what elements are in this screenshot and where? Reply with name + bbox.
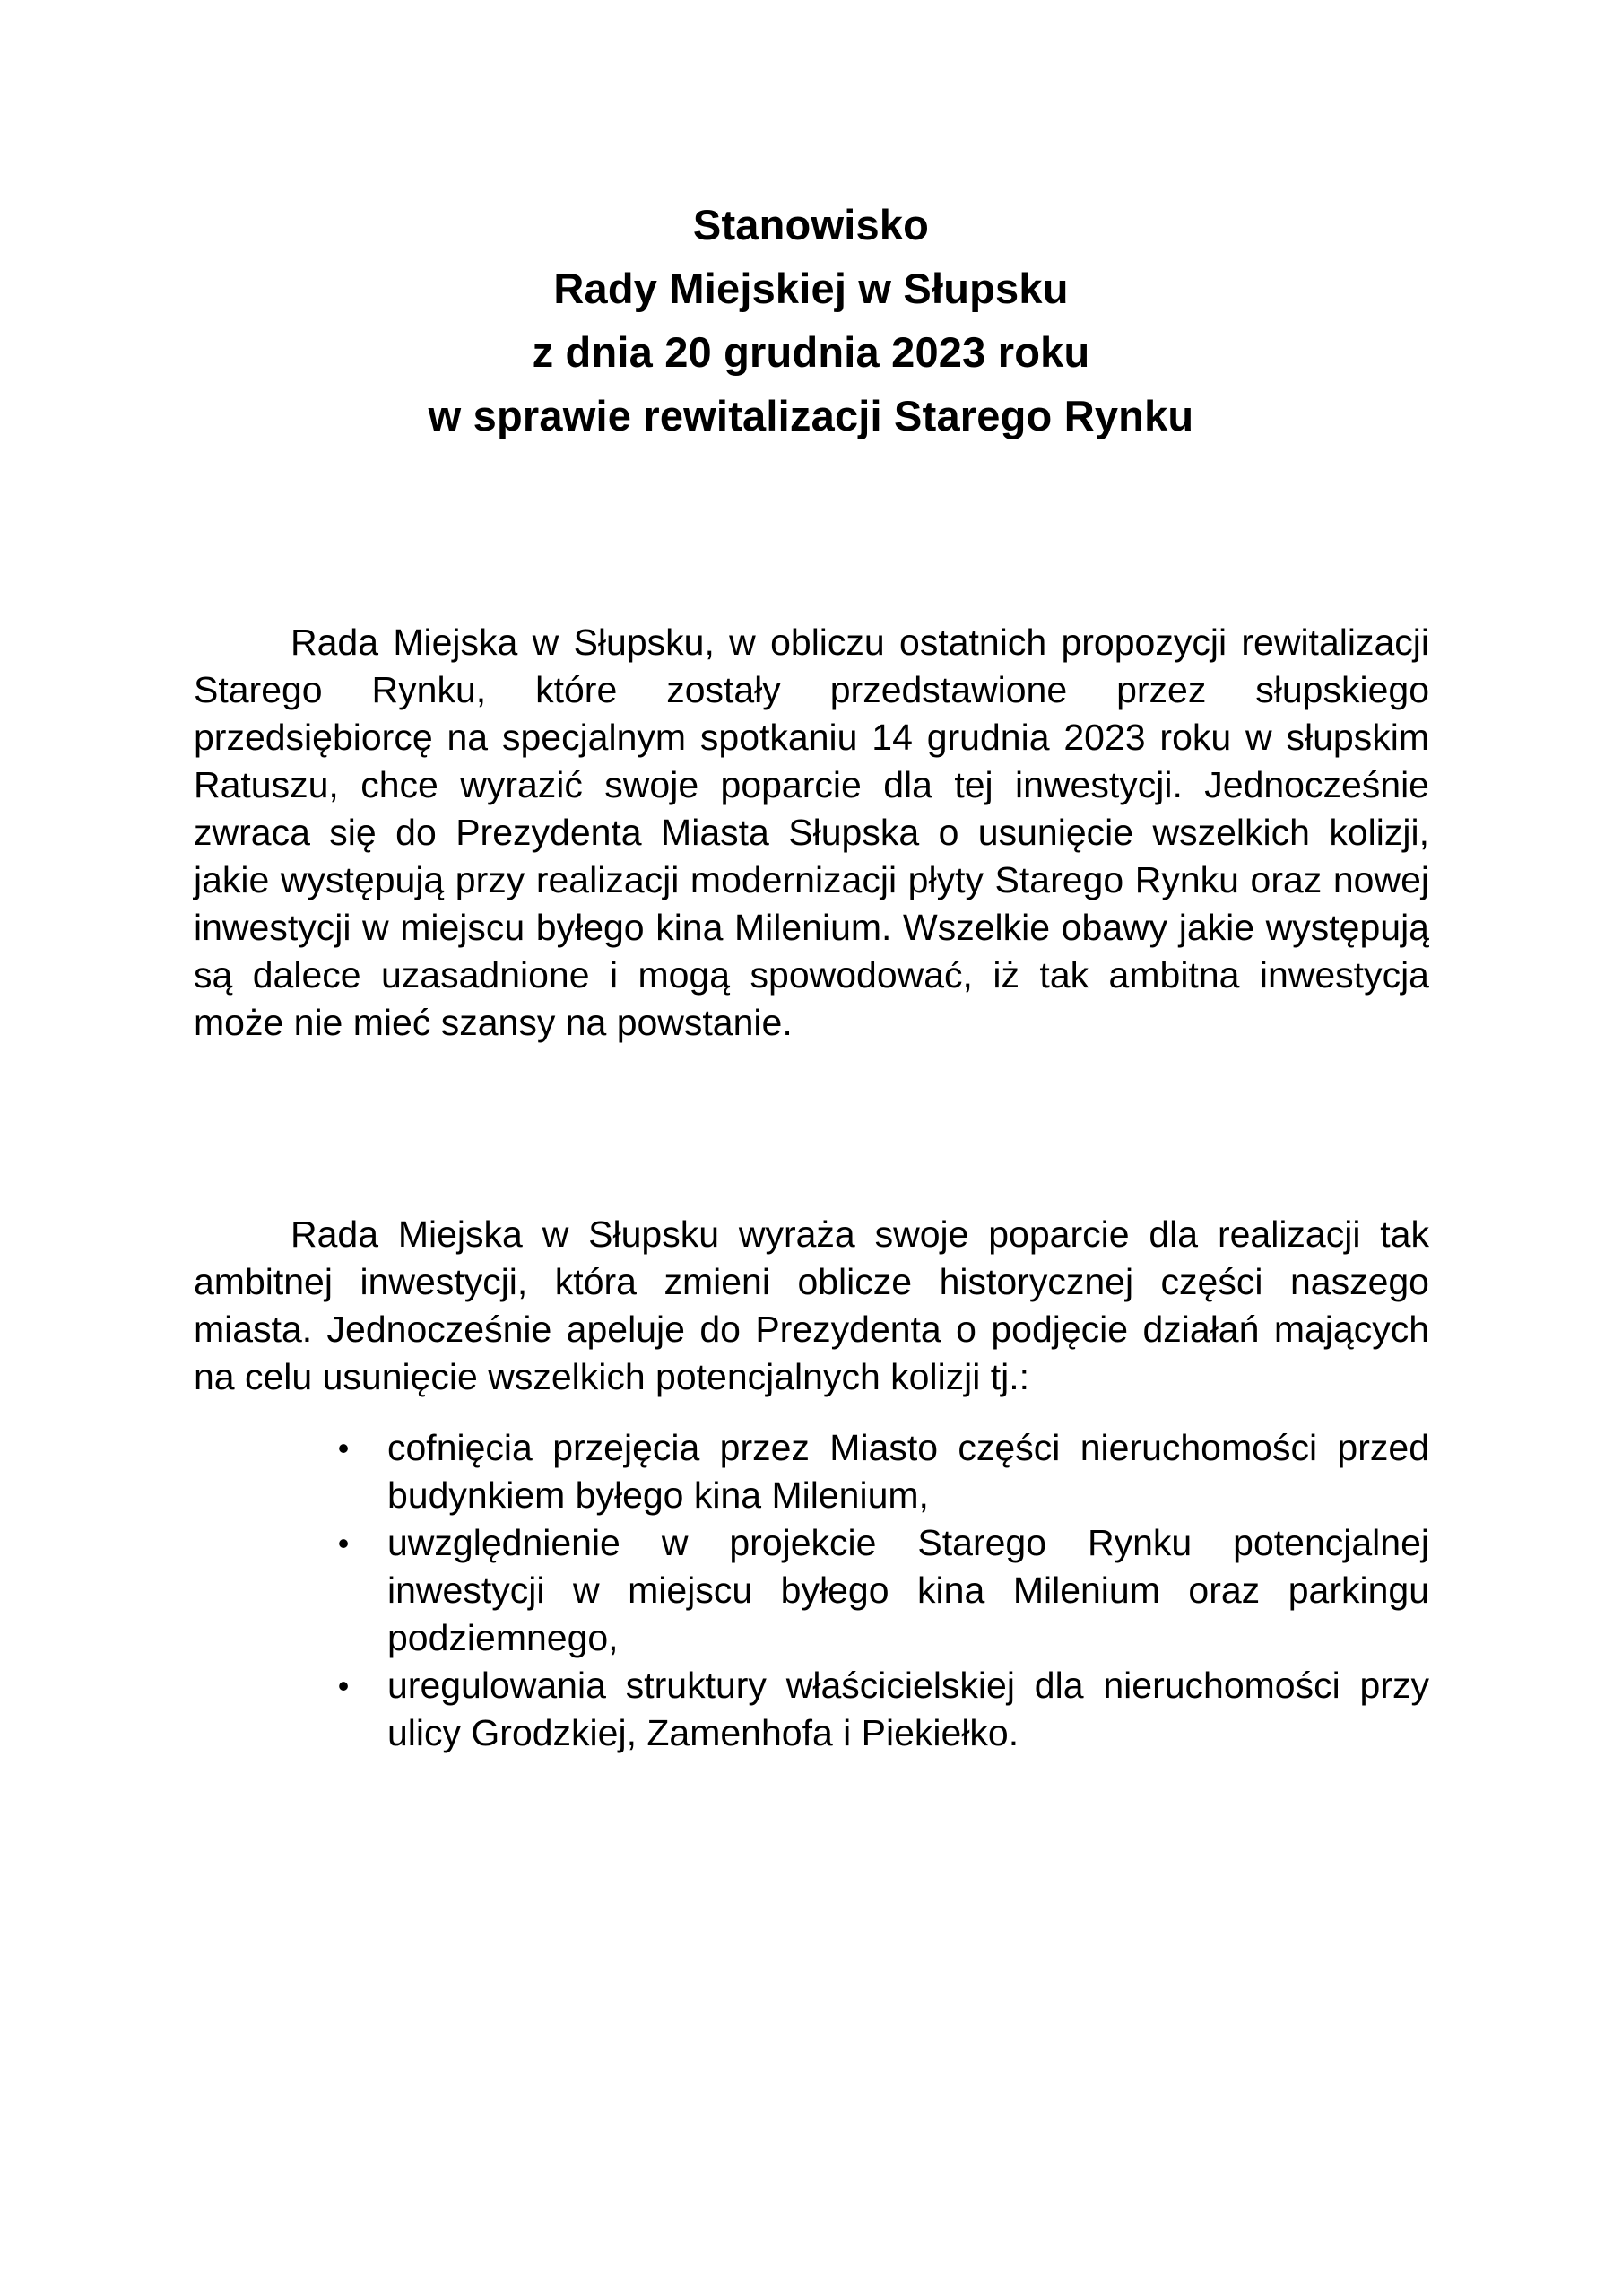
title-line-1: Stanowisko [692, 201, 930, 248]
title-line-4: w sprawie rewitalizacji Starego Rynku [428, 392, 1194, 439]
list-item-text: uregulowania struktury właścicielskiej dla nieruchomości przy ulicy Grodzkiej, Zamenhofa i Piekiełko. [387, 1665, 1429, 1753]
bullet-list [337, 1424, 1429, 1757]
title-line-2: Rady Miejskiej w Słupsku [553, 265, 1069, 312]
title-line-3: z dnia 20 grudnia 2023 roku [532, 328, 1090, 376]
paragraph-1: Rada Miejska w Słupsku, w obliczu ostatnich propozycji rewitalizacji Starego Rynku, które zostały przedstawione przez słupskiego przedsiębiorcę na specjalnym spotkaniu 14 grudnia 2023 roku w słupskim Ratuszu, chce wyrazić swoje poparcie dla tej inwestycji. Jednocześnie zwraca się do Prezydenta Miasta Słupska o usunięcie wszelkich kolizji, jakie występują przy realizacji modernizacji płyty Starego Rynku oraz nowej inwestycji w miejscu byłego kina Milenium. Wszelkie obawy jakie występują są dalece uzasadnione i mogą spowodować, iż tak ambitna inwestycja może nie mieć szansy na powstanie. [194, 622, 1429, 1043]
bullet-icon: • [337, 1430, 350, 1466]
list-item [337, 1519, 1429, 1662]
list-item-text: uwzględnienie w projekcie Starego Rynku potencjalnej inwestycji w miejscu byłego kina Milenium oraz parkingu podziemnego, [387, 1522, 1429, 1658]
document-title [0, 193, 1622, 448]
list-item [337, 1424, 1429, 1519]
bullet-icon: • [337, 1525, 350, 1561]
bullet-icon: • [337, 1667, 350, 1704]
paragraph-2: Rada Miejska w Słupsku wyraża swoje poparcie dla realizacji tak ambitnej inwestycji, która zmieni oblicze historycznej części naszego miasta. Jednocześnie apeluje do Prezydenta o podjęcie działań mających na celu usunięcie wszelkich potencjalnych kolizji tj.: [194, 1213, 1429, 1397]
list-item-text: cofnięcia przejęcia przez Miasto części nieruchomości przed budynkiem byłego kina Milenium, [387, 1427, 1429, 1516]
list-item [337, 1662, 1429, 1757]
